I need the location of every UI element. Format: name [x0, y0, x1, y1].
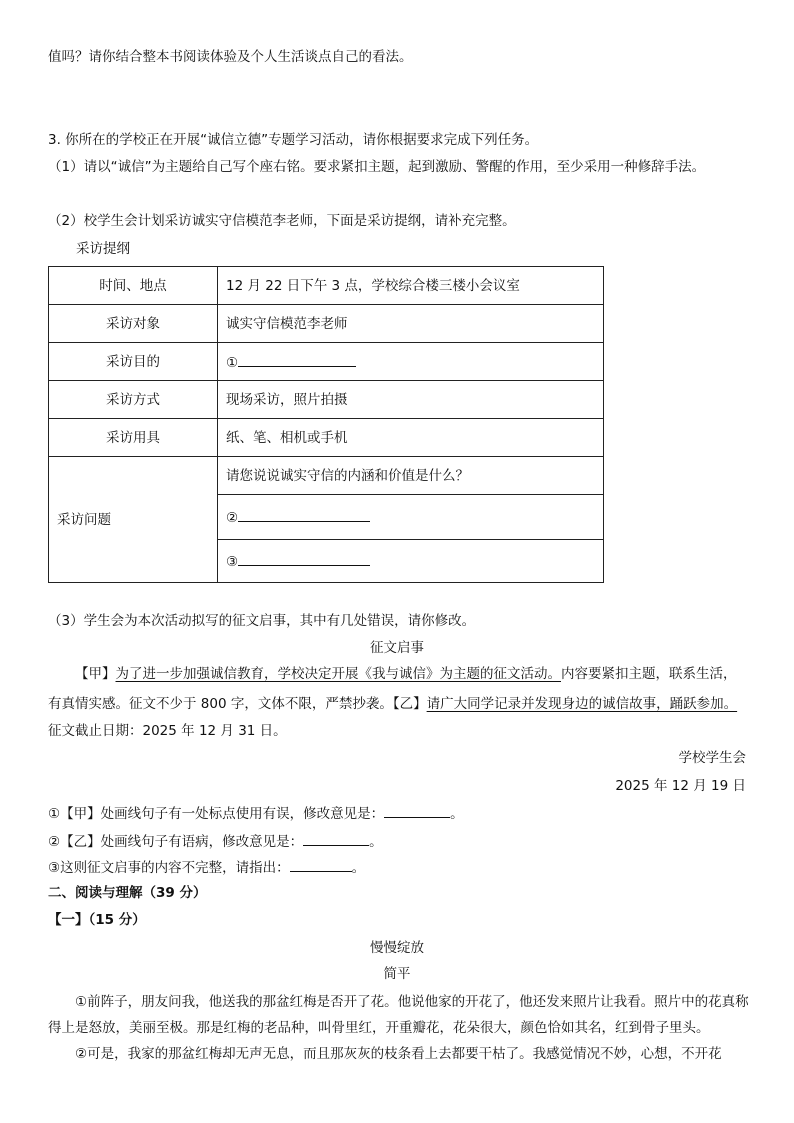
answer-blank-task-2[interactable]	[303, 831, 369, 846]
row-value: 现场采访，照片拍摄	[218, 381, 604, 419]
article-author: 简平	[383, 966, 411, 982]
period: 。	[450, 806, 464, 822]
task-1-text: ①【甲】处画线句子有一处标点使用有误，修改意见是：	[48, 806, 385, 822]
row-label: 采访用具	[49, 419, 218, 457]
question-item: 请您说说诚实守信的内涵和价值是什么？	[218, 457, 604, 495]
task-3	[48, 857, 365, 877]
notice-title: 征文启事	[370, 640, 424, 656]
notice-deadline: 征文截止日期：2025 年 12 月 31 日。	[48, 723, 287, 739]
table-row	[49, 419, 604, 457]
table-caption: 采访提纲	[76, 241, 130, 257]
table-row	[49, 267, 604, 305]
mark-b: 【乙】	[392, 696, 427, 712]
article-paragraph-2: ②可是，我家的那盆红梅却无声无息，而且那灰灰的枝条看上去都要干枯了。我感觉情况不妙，心想，不开花	[75, 1046, 722, 1062]
row-label: 采访目的	[49, 343, 218, 381]
section-2-heading: 二、阅读与理解（39 分）	[48, 885, 207, 901]
notice-date: 2025 年 12 月 19 日	[615, 778, 746, 794]
answer-blank-1[interactable]	[238, 352, 356, 367]
question-3-sub1: （1）请以“诚信”为主题给自己写个座右铭。要求紧扣主题，起到激励、警醒的作用，至少采用一种修辞手法。	[48, 159, 706, 175]
row-value: 纸、笔、相机或手机	[218, 419, 604, 457]
question-3-title: 3. 你所在的学校正在开展“诚信立德”专题学习活动，请你根据要求完成下列任务。	[48, 132, 539, 148]
notice-signer: 学校学生会	[678, 750, 746, 766]
task-3-text: ③这则征文启事的内容不完整，请指出：	[48, 860, 290, 876]
row-label-questions: 采访问题	[49, 457, 218, 583]
answer-blank-task-3[interactable]	[290, 857, 352, 872]
task-1	[48, 803, 464, 823]
part-1-heading: 【一】（15 分）	[48, 912, 146, 928]
blank-marker: ②	[226, 510, 239, 526]
underlined-sentence-b: 请广大同学记录并发现身边的诚信故事，踊跃参加。	[426, 696, 738, 712]
row-value: 12 月 22 日下午 3 点，学校综合楼三楼小会议室	[218, 267, 604, 305]
article-title: 慢慢绽放	[370, 940, 424, 956]
mark-a: 【甲】	[75, 666, 116, 682]
table-row	[49, 457, 604, 495]
question-3-sub3: （3）学生会为本次活动拟写的征文启事，其中有几处错误，请你修改。	[48, 613, 476, 629]
row-label: 采访对象	[49, 305, 218, 343]
question-3-sub2: （2）校学生会计划采访诚实守信模范李老师，下面是采访提纲，请补充完整。	[48, 213, 516, 229]
answer-blank-task-1[interactable]	[384, 803, 450, 818]
notice-text: 有真情实感。征文不少于 800 字，文体不限，严禁抄袭。	[48, 696, 393, 712]
blank-marker: ③	[226, 554, 239, 570]
period: 。	[369, 834, 383, 850]
underlined-sentence-a: 为了进一步加强诚信教育，学校决定开展《我与诚信》为主题的征文活动。	[115, 666, 561, 682]
answer-blank-2[interactable]	[238, 507, 370, 522]
notice-text: 内容要紧扣主题，联系生活，	[561, 666, 737, 682]
answer-blank-3[interactable]	[238, 551, 370, 566]
blank-marker: ①	[226, 354, 239, 371]
row-label: 时间、地点	[49, 267, 218, 305]
notice-body	[48, 661, 760, 687]
table-row	[49, 381, 604, 419]
interview-outline-table	[48, 266, 604, 583]
continued-question-text: 值吗？请你结合整本书阅读体验及个人生活谈点自己的看法。	[48, 49, 413, 65]
notice-body-line2	[48, 691, 760, 717]
table-row	[49, 343, 604, 381]
task-2	[48, 831, 383, 851]
row-value: 诚实守信模范李老师	[218, 305, 604, 343]
question-item	[218, 495, 604, 540]
table-row	[49, 305, 604, 343]
article-paragraph-1: ①前阵子，朋友问我，他送我的那盆红梅是否开了花。他说他家的开花了，他还发来照片让我看。照片中的花真称得上是怒放，美丽至极。那是红梅的老品种，叫骨里红，开重瓣花，花朵很大，颜色恰如其名，红到骨子里头。	[48, 994, 749, 1036]
row-label: 采访方式	[49, 381, 218, 419]
row-value	[218, 343, 604, 381]
task-2-text: ②【乙】处画线句子有语病，修改意见是：	[48, 834, 304, 850]
period: 。	[351, 860, 366, 876]
question-item	[218, 540, 604, 583]
